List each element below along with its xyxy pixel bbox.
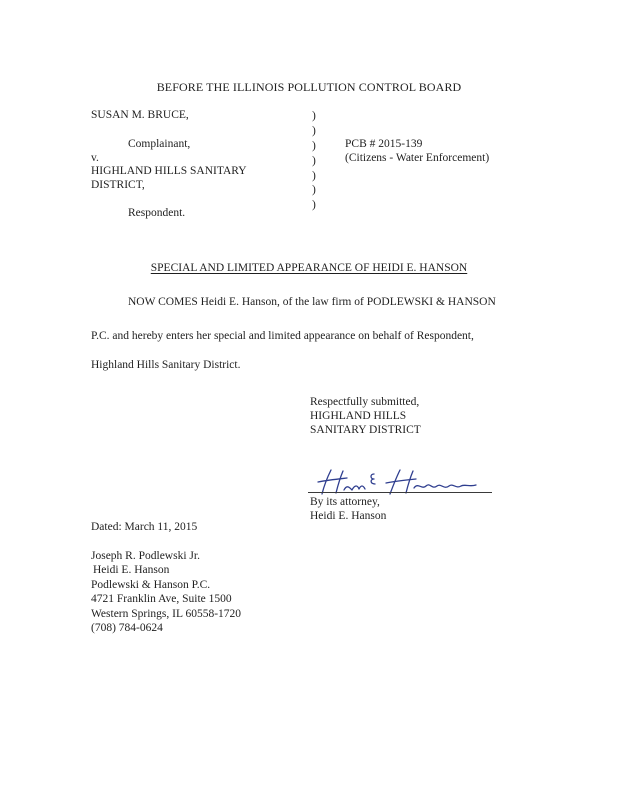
paren: ) — [312, 199, 316, 212]
firm-line: Joseph R. Podlewski Jr. — [91, 550, 200, 562]
dated-line: Dated: March 11, 2015 — [91, 521, 198, 533]
party-line-1: HIGHLAND HILLS — [310, 410, 407, 422]
paren: ) — [312, 169, 316, 182]
document-title: BEFORE THE ILLINOIS POLLUTION CONTROL BOARD — [156, 80, 462, 94]
caption-parentheses — [312, 109, 322, 213]
firm-line: Heidi E. Hanson — [93, 564, 170, 577]
paren: ) — [312, 184, 316, 197]
complainant-name: SUSAN M. BRUCE, — [91, 109, 189, 121]
respondent-name-line2: DISTRICT, — [91, 179, 145, 191]
firm-address-block — [91, 549, 241, 635]
paren: ) — [312, 139, 316, 152]
body-line-3: Highland Hills Sanitary District. — [91, 359, 241, 371]
by-line: By its attorney, — [310, 496, 380, 508]
firm-line: Podlewski & Hanson P.C. — [91, 578, 211, 591]
paren: ) — [312, 124, 316, 137]
case-type: (Citizens - Water Enforcement) — [345, 152, 490, 164]
firm-line: Western Springs, IL 60558-1720 — [91, 607, 242, 620]
paren: ) — [312, 154, 316, 167]
body-line-2: P.C. and hereby enters her special and limited appearance on behalf of Respondent, — [91, 330, 474, 342]
firm-line: 4721 Franklin Ave, Suite 1500 — [91, 593, 232, 606]
document-heading-text: SPECIAL AND LIMITED APPEARANCE OF HEIDI E. HANSON — [150, 262, 468, 274]
respondent-name-line1: HIGHLAND HILLS SANITARY — [91, 165, 247, 177]
respondent-role: Respondent. — [128, 207, 186, 219]
firm-line: (708) 784-0624 — [91, 622, 163, 635]
attorney-name: Heidi E. Hanson — [310, 510, 387, 522]
complainant-role: Complainant, — [128, 138, 191, 150]
signature-graphic — [314, 466, 494, 500]
paren: ) — [312, 110, 316, 122]
signature-line — [308, 492, 492, 493]
document-heading — [0, 262, 618, 274]
closing: Respectfully submitted, — [310, 396, 420, 408]
party-line-2: SANITARY DISTRICT — [310, 424, 421, 436]
case-number: PCB # 2015-139 — [345, 138, 423, 150]
body-line-1: NOW COMES Heidi E. Hanson, of the law firm of PODLEWSKI & HANSON — [128, 296, 496, 308]
versus-label: v. — [91, 152, 99, 164]
